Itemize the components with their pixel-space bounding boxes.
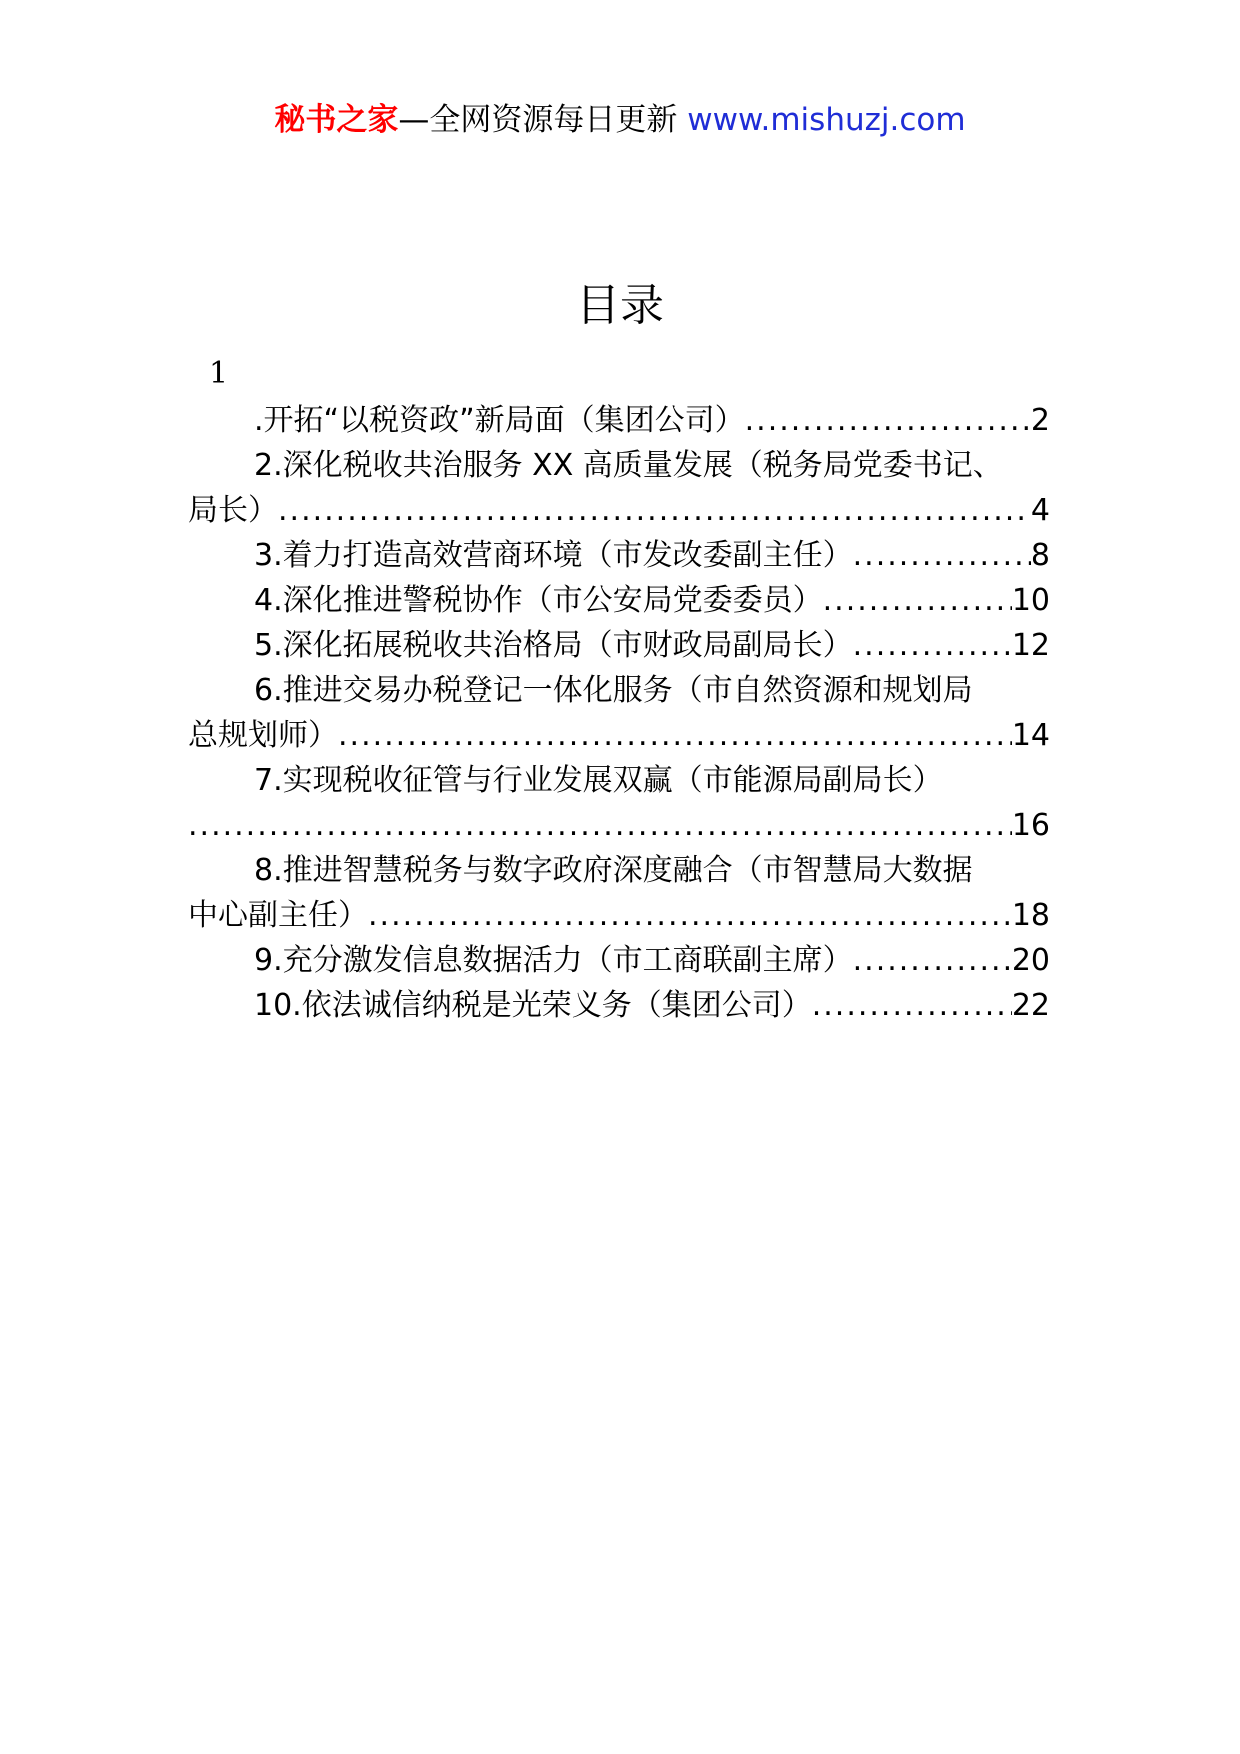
toc-page-number: 22 (1011, 988, 1050, 1023)
toc-entry-title-cont: 总规划师） (188, 718, 338, 753)
toc-entry-title: 6.推进交易办税登记一体化服务（市自然资源和规划局 (254, 673, 973, 708)
page-title: 目录 (576, 280, 664, 331)
toc-entry-title: 2.深化税收共治服务 XX 高质量发展（税务局党委书记、 (254, 448, 1003, 483)
toc-entry-title: 4.深化推进警税协作（市公安局党委委员） (254, 583, 823, 618)
toc-entry-line (188, 893, 1050, 938)
toc-entry-title: 8.推进智慧税务与数字政府深度融合（市智慧局大数据 (254, 853, 973, 888)
toc-entry-line (188, 758, 1050, 803)
toc-entry-title: 9.充分激发信息数据活力（市工商联副主席） (254, 943, 853, 978)
toc-leader-dots (338, 713, 1012, 758)
toc-leader-dots (812, 983, 1012, 1028)
toc-entry-5[interactable] (188, 623, 1050, 668)
toc-entry-line (188, 848, 1050, 893)
toc-page-number: 20 (1011, 943, 1050, 978)
toc-entry-line (188, 713, 1050, 758)
toc-entry-1[interactable] (188, 398, 1050, 443)
toc-entry-line (188, 668, 1050, 713)
toc-entry-line (188, 803, 1050, 848)
toc-leader-dots (368, 893, 1012, 938)
toc-page-number: 12 (1011, 628, 1050, 663)
toc-entry-10[interactable] (188, 983, 1050, 1028)
toc-entry-3[interactable] (188, 533, 1050, 578)
site-url-link[interactable]: www.mishuzj.com (687, 102, 966, 138)
toc-entry-7[interactable] (188, 758, 1050, 848)
toc-entry-title-cont: 中心副主任） (188, 898, 368, 933)
toc-entry-title: 7.实现税收征管与行业发展双赢（市能源局副局长） (254, 763, 943, 798)
toc-leader-dots (823, 578, 1012, 623)
toc-entry-2[interactable] (188, 443, 1050, 533)
toc-entry-4[interactable] (188, 578, 1050, 623)
toc-page-number: 8 (1030, 538, 1050, 573)
toc-page-number: 16 (1011, 808, 1050, 843)
toc-leader-dots (853, 623, 1012, 668)
toc-page-number: 14 (1011, 718, 1050, 753)
toc-entry-title-cont: 局长） (188, 493, 278, 528)
table-of-contents (188, 398, 1050, 1028)
toc-entry-title: 3.着力打造高效营商环境（市发改委副主任） (254, 538, 853, 573)
toc-entry-line (188, 443, 1050, 488)
toc-entry-title: 10.依法诚信纳税是光荣义务（集团公司） (254, 988, 812, 1023)
toc-leader-dots (853, 533, 1031, 578)
site-brand: 秘书之家 (274, 102, 399, 138)
page-number-marker: 1 (209, 356, 229, 391)
toc-page-number: 4 (1030, 493, 1050, 528)
toc-leader-dots (188, 803, 1012, 848)
site-tagline: —全网资源每日更新 (398, 102, 678, 138)
toc-entry-line (188, 488, 1050, 533)
toc-entry-6[interactable] (188, 668, 1050, 758)
toc-entry-9[interactable] (188, 938, 1050, 983)
toc-leader-dots (745, 398, 1031, 443)
toc-entry-8[interactable] (188, 848, 1050, 938)
toc-page-number: 18 (1011, 898, 1050, 933)
toc-page-number: 2 (1030, 403, 1050, 438)
toc-page-number: 10 (1011, 583, 1050, 618)
toc-entry-title: 5.深化拓展税收共治格局（市财政局副局长） (254, 628, 853, 663)
toc-entry-title: .开拓“以税资政”新局面（集团公司） (254, 403, 745, 438)
toc-leader-dots (853, 938, 1012, 983)
toc-leader-dots (278, 488, 1031, 533)
site-header (0, 100, 1240, 140)
